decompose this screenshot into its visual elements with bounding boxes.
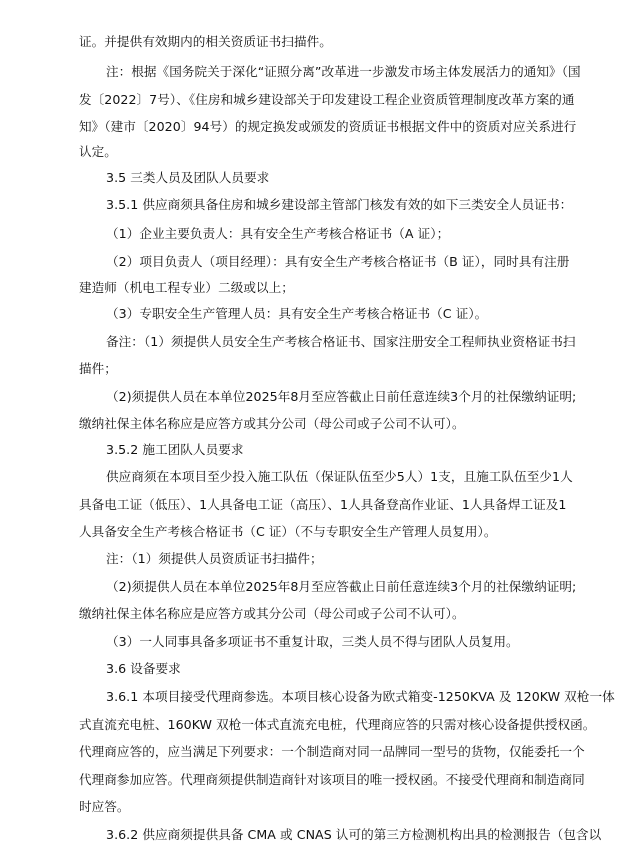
section-heading: 3.6 设备要求	[106, 661, 181, 676]
subsection-heading: 3.6.1 本项目接受代理商参选。本项目核心设备为欧式箱变-1250KVA 及 120KW 双枪一体	[106, 689, 615, 704]
subsection-heading: 3.6.2 供应商须提供具备 CMA 或 CNAS 认可的第三方检测机构出具的检测报告（包含以	[106, 827, 602, 842]
text-line: 式直流充电桩、160KW 双枪一体式直流充电桩，代理商应答的只需对核心设备提供授权函。	[79, 717, 596, 732]
text-line: 认定。	[79, 144, 117, 159]
text-line: （1）企业主要负责人：具有安全生产考核合格证书（A 证）；	[106, 226, 450, 241]
text-line: 描件；	[79, 361, 117, 376]
text-line: 注：根据《国务院关于深化“证照分离”改革进一步激发市场主体发展活力的通知》（国	[106, 64, 581, 79]
subsection-heading: 3.5.2 施工团队人员要求	[106, 442, 244, 457]
text-line: （3）一人同事具备多项证书不重复计取，三类人员不得与团队人员复用。	[106, 634, 519, 649]
text-line: （2）项目负责人（项目经理）：具有安全生产考核合格证书（B 证），同时具有注册	[106, 254, 570, 269]
text-line: （2)须提供人员在本单位2025年8月至应答截止日前任意连续3个月的社保缴纳证明;	[106, 389, 577, 404]
text-line: 具备电工证（低压）、1人具备电工证（高压）、1人具备登高作业证、1人具备焊工证及1	[79, 497, 567, 512]
section-heading: 3.5 三类人员及团队人员要求	[106, 170, 270, 185]
text-line: 知》（建市〔2020〕94号）的规定换发或颁发的资质证书根据文件中的资质对应关系进行	[79, 119, 577, 134]
text-line: 时应答。	[79, 799, 130, 814]
text-line: 发〔2022〕7号）、《住房和城乡建设部关于印发建设工程企业资质管理制度改革方案的通	[79, 92, 575, 107]
text-line: 注：（1）须提供人员资质证书扫描件；	[106, 551, 323, 566]
text-line: 缴纳社保主体名称应是应答方或其分公司（母公司或子公司不认可）。	[79, 606, 465, 621]
text-line: （3）专职安全生产管理人员：具有安全生产考核合格证书（C 证）。	[106, 306, 488, 321]
text-line: 代理商参加应答。代理商须提供制造商针对该项目的唯一授权函。不接受代理商和制造商同	[79, 772, 585, 787]
text-line: 供应商须在本项目至少投入施工队伍（保证队伍至少5人）1支，且施工队伍至少1人	[106, 469, 573, 484]
text-line: 证。并提供有效期内的相关资质证书扫描件。	[79, 34, 332, 49]
subsection-heading: 3.5.1 供应商须具备住房和城乡建设部主管部门核发有效的如下三类安全人员证书：	[106, 197, 573, 212]
text-line: 人具备安全生产考核合格证书（C 证）（不与专职安全生产管理人员复用）。	[79, 524, 497, 539]
text-line: 建造师（机电工程专业）二级或以上；	[79, 280, 294, 295]
text-line: 缴纳社保主体名称应是应答方或其分公司（母公司或子公司不认可）。	[79, 416, 465, 431]
text-line: 备注：（1）须提供人员安全生产考核合格证书、国家注册安全工程师执业资格证书扫	[106, 334, 576, 349]
text-line: 代理商应答的，应当满足下列要求：一个制造商对同一品牌同一型号的货物，仅能委托一个	[79, 744, 585, 759]
text-line: （2)须提供人员在本单位2025年8月至应答截止日前任意连续3个月的社保缴纳证明;	[106, 579, 577, 594]
